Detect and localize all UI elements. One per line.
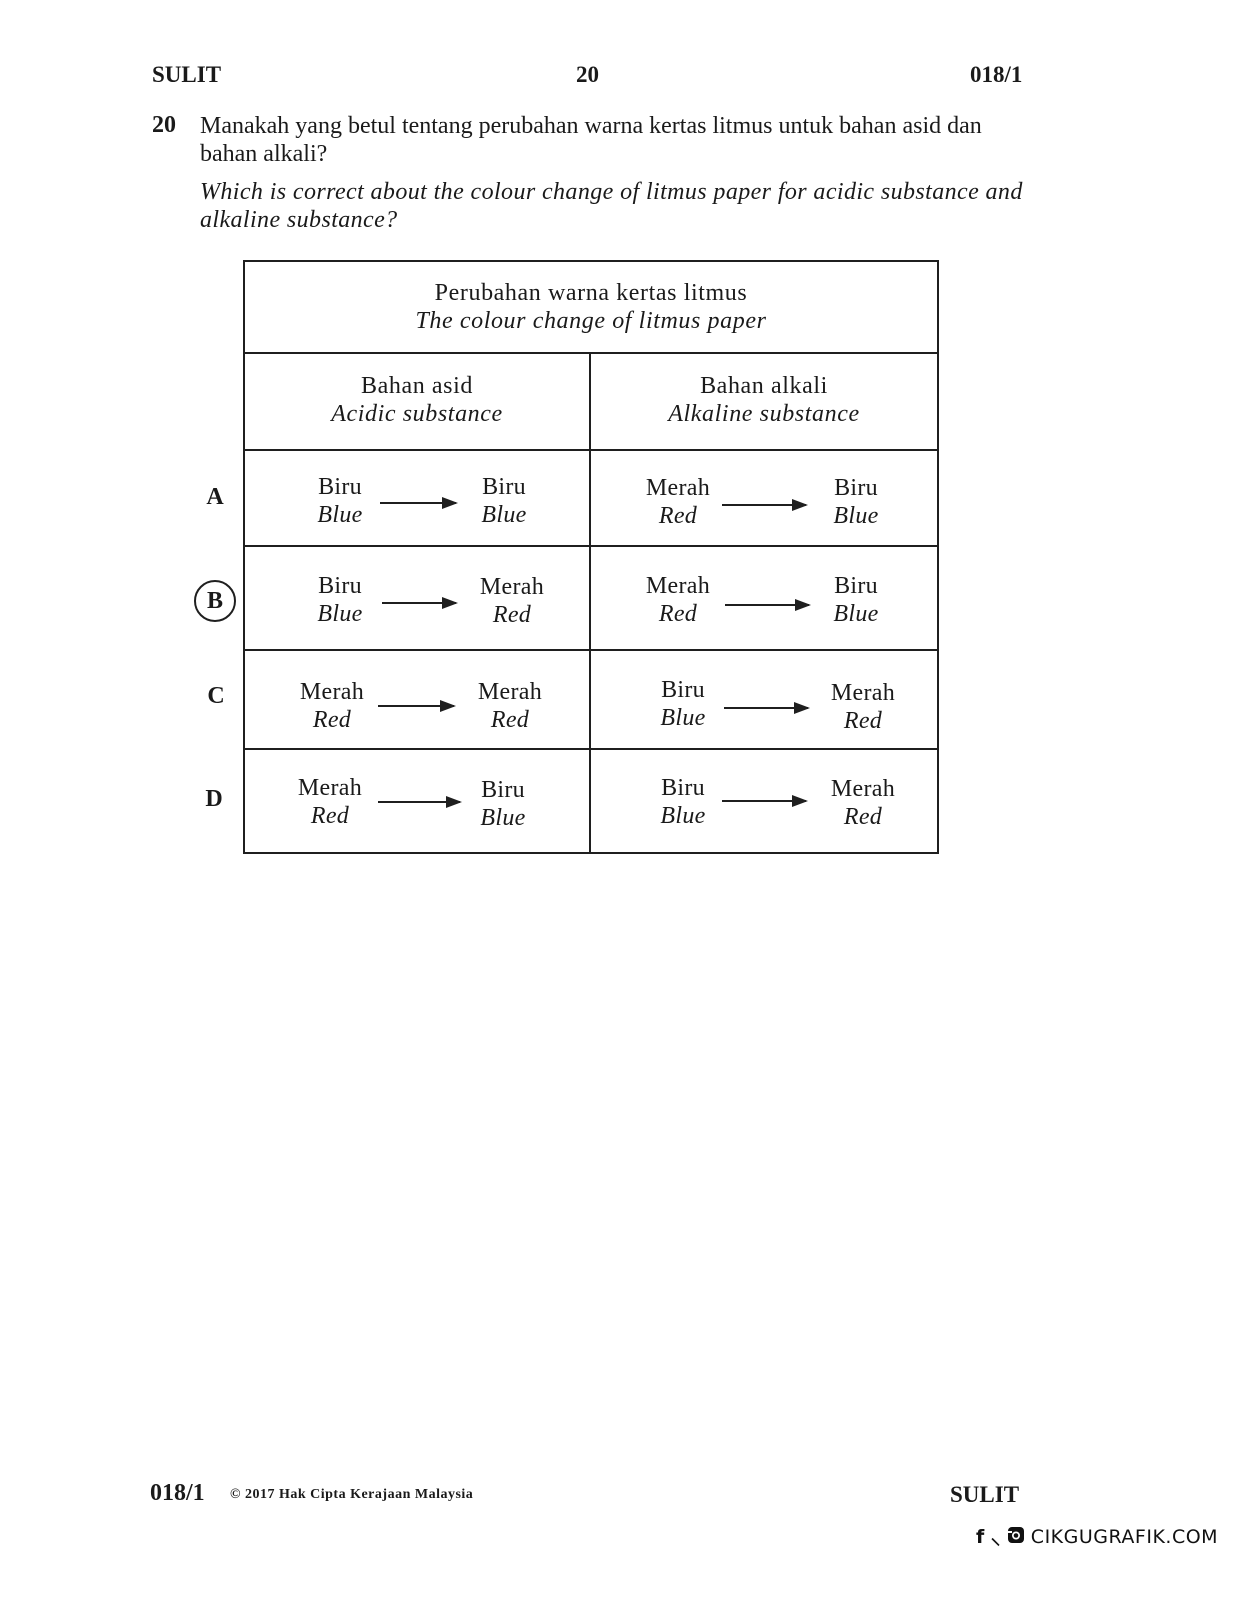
row-d-alkali-from-malay: Biru (661, 775, 705, 801)
row-c-alkali-to-english: Red (843, 708, 883, 734)
row-d-acid-from (270, 774, 390, 830)
header-sulit: SULIT (152, 62, 222, 87)
row-d-alkali-to-english: Red (843, 804, 883, 830)
row-a-alkali-to (796, 474, 916, 530)
row-d-acid-to-english: Blue (480, 805, 526, 831)
row-b-acid-from-english: Blue (317, 601, 363, 627)
option-label-c: C (207, 683, 225, 709)
option-label-a: A (206, 484, 224, 510)
row-b-acid-to (452, 573, 572, 629)
row-c-acid-to (450, 678, 570, 734)
row-c-alkali-from (623, 676, 743, 732)
row-b-alkali-from-english: Red (658, 601, 698, 627)
watermark-text: CIKGUGRAFIK.COM (1030, 1526, 1219, 1548)
arrow-icon (378, 705, 454, 707)
instagram-icon (1007, 1526, 1025, 1549)
row-a-alkali-to-malay: Biru (834, 475, 878, 501)
footer-copyright: © 2017 Hak Cipta Kerajaan Malaysia (230, 1487, 474, 1502)
option-label-d: D (205, 786, 223, 812)
row-b-acid-from (280, 572, 400, 628)
row-d-alkali-to-malay: Merah (830, 776, 896, 802)
facebook-icon: f (976, 1526, 985, 1548)
row-c-acid-from-english: Red (312, 707, 352, 733)
row-d-alkali-to (803, 775, 923, 831)
row-d-acid-to-malay: Biru (481, 777, 525, 803)
row-d-acid-from-malay: Merah (297, 775, 363, 801)
row-b-acid-to-malay: Merah (479, 574, 545, 600)
column-header-alkali-malay: Bahan alkali (700, 373, 828, 399)
row-b-alkali-to-english: Blue (833, 601, 879, 627)
row-a-alkali-from (618, 474, 738, 530)
row-b-alkali-from-malay: Merah (645, 573, 711, 599)
row-b-alkali-from (618, 572, 738, 628)
column-header-alkali (591, 372, 937, 428)
arrow-icon (722, 504, 806, 506)
row-b-acid-to-english: Red (492, 602, 532, 628)
column-header-acid-english: Acidic substance (331, 401, 503, 427)
page-number: 20 (576, 62, 599, 87)
row-c-acid-from-malay: Merah (299, 679, 365, 705)
row-c-alkali-to-malay: Merah (830, 680, 896, 706)
row-a-acid-from (280, 473, 400, 529)
row-c-alkali-from-english: Blue (660, 705, 706, 731)
footer-sulit: SULIT (950, 1482, 1020, 1507)
row-a-acid-to-malay: Biru (482, 474, 526, 500)
watermark (976, 1524, 1218, 1550)
row-a-alkali-from-english: Red (658, 503, 698, 529)
row-b-alkali-to-malay: Biru (834, 573, 878, 599)
row-c-alkali-to (803, 679, 923, 735)
table-title-malay: Perubahan warna kertas litmus (434, 280, 748, 306)
column-header-alkali-english: Alkaline substance (668, 401, 860, 427)
row-d-alkali-from-english: Blue (660, 803, 706, 829)
option-label-b: B (206, 588, 223, 614)
arrow-icon (722, 800, 806, 802)
row-c-acid-to-english: Red (490, 707, 530, 733)
paper-code: 018/1 (970, 62, 1023, 87)
table-title-english: The colour change of litmus paper (415, 308, 767, 334)
row-a-acid-to-english: Blue (481, 502, 527, 528)
row-b-alkali-to (796, 572, 916, 628)
row-a-alkali-from-malay: Merah (645, 475, 711, 501)
row-a-acid-to (444, 473, 564, 529)
row-d-acid-from-english: Red (310, 803, 350, 829)
column-header-acid-malay: Bahan asid (361, 373, 473, 399)
table-title (245, 279, 937, 335)
row-b-acid-from-malay: Biru (318, 573, 362, 599)
arrow-icon (724, 707, 808, 709)
row-c-alkali-from-malay: Biru (661, 677, 705, 703)
question-text-malay: Manakah yang betul tentang perubahan warna kertas litmus untuk bahan asid dan bahan alkali? (200, 113, 982, 167)
row-a-acid-from-malay: Biru (318, 474, 362, 500)
row-c-acid-to-malay: Merah (477, 679, 543, 705)
column-header-acid (245, 372, 589, 428)
row-d-alkali-from (623, 774, 743, 830)
row-a-acid-from-english: Blue (317, 502, 363, 528)
row-c-acid-from (272, 678, 392, 734)
rss-icon: ⸜ (990, 1527, 1001, 1549)
question-text-english: Which is correct about the colour change of litmus paper for acidic substance and alkaline substance? (200, 179, 1023, 233)
arrow-icon (382, 602, 456, 604)
row-d-acid-to (443, 776, 563, 832)
footer-paper-code: 018/1 (150, 1480, 205, 1506)
row-a-alkali-to-english: Blue (833, 503, 879, 529)
question-number: 20 (152, 112, 176, 138)
